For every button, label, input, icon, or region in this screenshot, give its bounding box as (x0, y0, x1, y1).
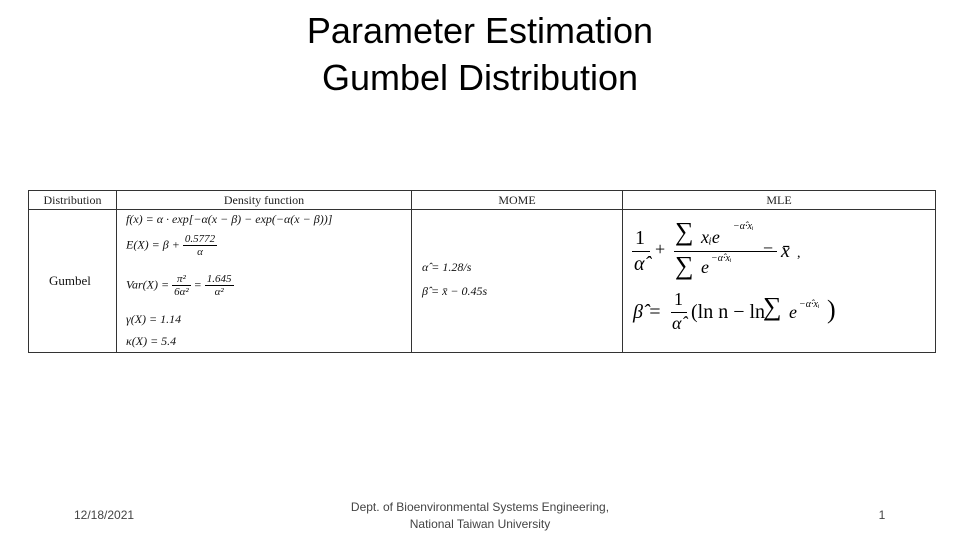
slide-title-line1: Parameter Estimation (306, 10, 654, 51)
mle-equals: = (763, 240, 774, 260)
footer-department-line2: National Taiwan University (409, 517, 551, 531)
header-density: Density function (223, 193, 305, 207)
mle-beta-sum: ∑ (763, 292, 782, 321)
variance-denominator-2: α² (214, 286, 224, 298)
mle-beta-lhs: β̂ = (633, 301, 662, 323)
footer-date: 12/18/2021 (74, 508, 135, 522)
distribution-name: Gumbel (49, 273, 91, 288)
skewness-formula: γ(X) = 1.14 (126, 312, 182, 326)
variance-denominator-1: 6α² (174, 286, 189, 298)
footer-department-line1: Dept. of Bioenvironmental Systems Engineering, (350, 500, 610, 514)
mean-fraction (183, 233, 217, 258)
mle-denominator-exponent: −α̂·xᵢ (711, 253, 732, 264)
table-divider (622, 191, 623, 352)
header-mome: MOME (498, 193, 536, 207)
variance-numerator-2: 1.645 (206, 273, 232, 285)
header-mle: MLE (766, 193, 792, 207)
footer-department (300, 499, 660, 533)
mle-beta-exponent: −α̂·xᵢ (799, 299, 820, 310)
variance-lhs: Var(X) = (126, 277, 170, 292)
mle-beta-one: 1 (674, 289, 683, 309)
kurtosis-formula: κ(X) = 5.4 (126, 334, 177, 348)
mle-alpha-fraction-bar (632, 251, 650, 252)
mle-comma: , (797, 246, 801, 261)
mle-sum-numerator: ∑ (675, 217, 694, 246)
variance-numerator-1: π² (172, 273, 191, 286)
mle-close-paren: ) (827, 295, 836, 324)
header-divider (29, 209, 935, 210)
mle-beta-alpha-hat: α̂ (672, 313, 682, 333)
header-distribution: Distribution (43, 193, 102, 207)
variance-formula (126, 273, 234, 298)
mean-lhs: E(X) = β + (126, 237, 180, 252)
mean-numerator: 0.5772 (184, 233, 216, 245)
mome-beta: β̂ = x̄ − 0.45s (422, 284, 488, 298)
variance-fraction-1 (172, 273, 191, 298)
mle-numerator-term: xᵢe (701, 227, 720, 247)
mle-alpha-hat: α̂ (634, 253, 645, 275)
variance-fraction-2 (205, 273, 234, 298)
mle-xbar: x̄ (781, 240, 790, 262)
mle-beta-e: e (789, 302, 797, 322)
mle-sum-denominator: ∑ (675, 251, 694, 280)
mle-ln-terms: (ln n − ln (691, 301, 766, 323)
mle-denominator-term: e (701, 257, 709, 277)
mle-alpha-one: 1 (635, 227, 645, 249)
pdf-formula: f(x) = α · exp[−α(x − β) − exp(−α(x − β))] (126, 212, 333, 226)
mean-denominator: α (197, 246, 203, 258)
mean-formula (126, 233, 217, 258)
footer-page-number: 1 (878, 508, 886, 522)
variance-equals: = (193, 277, 202, 292)
slide-title-line2: Gumbel Distribution (321, 57, 639, 98)
table-divider (116, 191, 117, 352)
mle-numerator-exponent: −α̂·xᵢ (733, 221, 754, 232)
parameter-table (28, 190, 936, 353)
table-divider (411, 191, 412, 352)
mle-plus: + (655, 239, 666, 259)
mome-alpha: α̂ = 1.28/s (422, 260, 472, 274)
